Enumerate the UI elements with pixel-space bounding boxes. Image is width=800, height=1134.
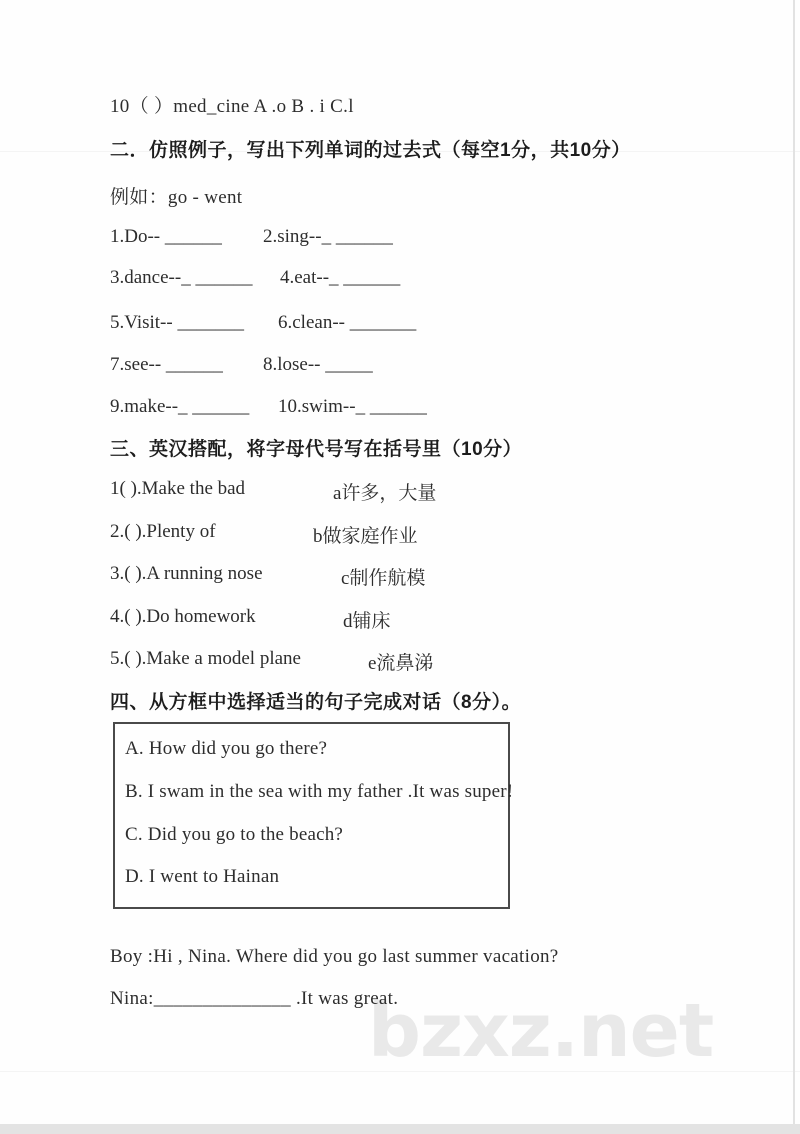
page-bottom-strip <box>0 1124 800 1134</box>
verb-item-5: 5.Visit-- _______ <box>110 312 244 333</box>
page-right-edge <box>793 0 795 1134</box>
match-zh-a: a许多，大量 <box>333 483 437 504</box>
dialogue-nina-line: Nina:______________ .It was great. <box>110 988 399 1009</box>
section-2-example: 例如：go - went <box>110 187 243 208</box>
box-option-a: A. How did you go there? <box>125 738 328 759</box>
dialogue-boy-line: Boy :Hi , Nina. Where did you go last summer vacation? <box>110 946 559 967</box>
verb-item-2: 2.sing--_ ______ <box>263 226 393 247</box>
verb-item-1: 1.Do-- ______ <box>110 226 222 247</box>
box-option-c: C. Did you go to the beach? <box>125 824 344 845</box>
verb-item-7: 7.see-- ______ <box>110 354 223 375</box>
section-2-heading: 二．仿照例子，写出下列单词的过去式（每空1分，共10分） <box>110 140 631 161</box>
question-10: 10（ ）med_cine A .o B . i C.l <box>110 96 354 117</box>
section-4-heading: 四、从方框中选择适当的句子完成对话（8分）。 <box>110 692 522 713</box>
match-en-5: 5.( ).Make a model plane <box>110 648 301 669</box>
verb-item-6: 6.clean-- _______ <box>278 312 417 333</box>
match-en-2: 2.( ).Plenty of <box>110 521 216 542</box>
verb-item-10: 10.swim--_ ______ <box>278 396 427 417</box>
match-zh-d: d铺床 <box>343 611 391 632</box>
verb-item-4: 4.eat--_ ______ <box>280 267 401 288</box>
box-option-b: B. I swam in the sea with my father .It was super! <box>125 781 514 802</box>
match-en-3: 3.( ).A running nose <box>110 563 263 584</box>
verb-item-3: 3.dance--_ ______ <box>110 267 253 288</box>
match-en-1: 1( ).Make the bad <box>110 478 246 499</box>
section-3-heading: 三、英汉搭配，将字母代号写在括号里（10分） <box>110 439 523 460</box>
match-en-4: 4.( ).Do homework <box>110 606 256 627</box>
verb-item-8: 8.lose-- _____ <box>263 354 373 375</box>
match-zh-c: c制作航模 <box>341 568 426 589</box>
sentence-choice-box <box>113 722 514 909</box>
verb-item-9: 9.make--_ ______ <box>110 396 250 417</box>
watermark-text: bzxz.net <box>368 988 714 1074</box>
box-option-d: D. I went to Hainan <box>125 866 280 887</box>
match-zh-e: e流鼻涕 <box>368 653 434 674</box>
match-zh-b: b做家庭作业 <box>313 526 418 547</box>
